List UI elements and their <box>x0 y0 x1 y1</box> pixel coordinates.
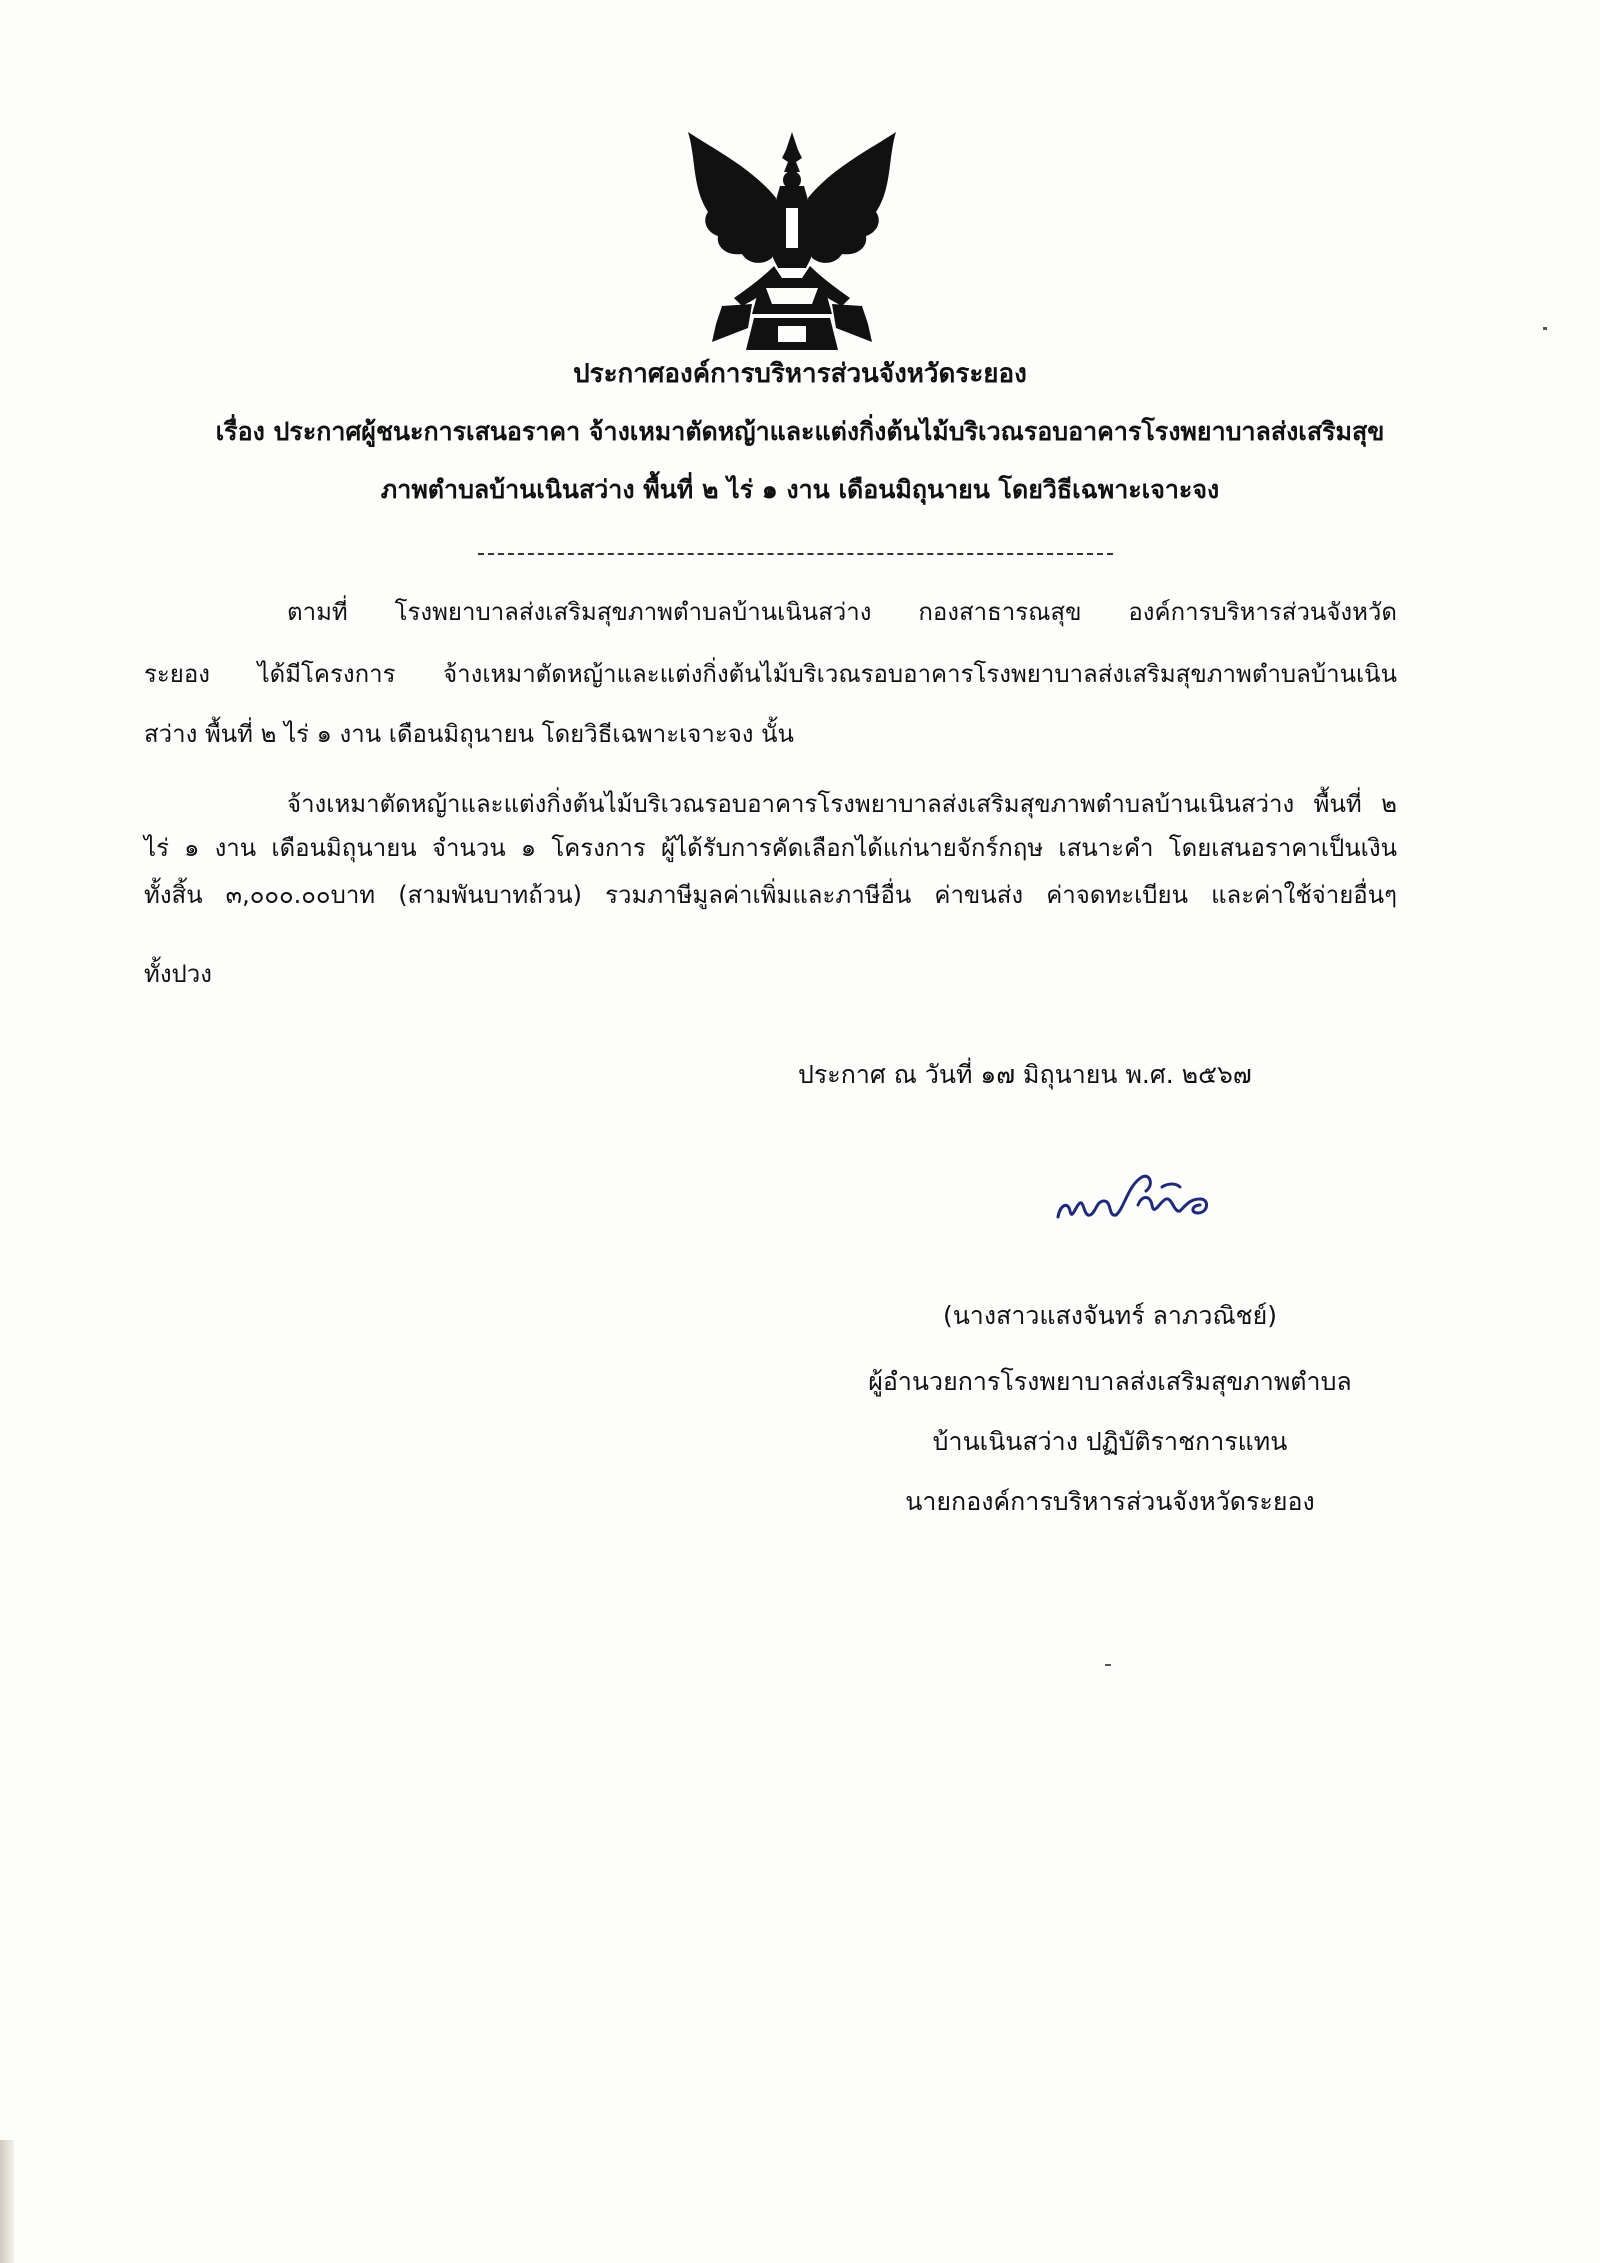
paragraph-2-line-4: ทั้งปวง <box>144 960 212 988</box>
announcement-date: ประกาศ ณ วันที่ ๑๗ มิถุนายน พ.ศ. ๒๕๖๗ <box>798 1060 1252 1089</box>
signer-name: (นางสาวแสงจันทร์ ลาภวณิชย์) <box>942 1301 1278 1330</box>
signature-icon <box>1050 1165 1220 1235</box>
document-title: ประกาศองค์การบริหารส่วนจังหวัดระยอง <box>573 359 1027 389</box>
paragraph-2-line-1: จ้างเหมาตัดหญ้าและแต่งกิ่งต้นไม้บริเวณรอบอาคารโรงพยาบาลส่งเสริมสุขภาพตำบลบ้านเนินสว่าง พื้นที่ ๒ <box>287 790 1397 818</box>
paragraph-1-line-3: สว่าง พื้นที่ ๒ ไร่ ๑ งาน เดือนมิถุนายน โดยวิธีเฉพาะเจาะจง นั้น <box>144 720 794 748</box>
paragraph-1-line-1: ตามที่ โรงพยาบาลส่งเสริมสุขภาพตำบลบ้านเนินสว่าง กองสาธารณสุข องค์การบริหารส่วนจังหวัด <box>287 598 1397 626</box>
garuda-emblem-icon <box>682 128 902 356</box>
paragraph-2-line-3: ทั้งสิ้น ๓,๐๐๐.๐๐บาท (สามพันบาทถ้วน) รวมภาษีมูลค่าเพิ่มและภาษีอื่น ค่าขนส่ง ค่าจดทะเบียน และค่าใช้จ่ายอื่นๆ <box>144 881 1397 909</box>
scan-edge-shadow <box>0 2140 14 2263</box>
subject-line-2: ภาพตำบลบ้านเนินสว่าง พื้นที่ ๒ ไร่ ๑ งาน เดือนมิถุนายน โดยวิธีเฉพาะเจาะจง <box>380 475 1220 504</box>
scan-speck <box>1543 327 1547 330</box>
paragraph-1-line-2: ระยอง ได้มีโครงการ จ้างเหมาตัดหญ้าและแต่งกิ่งต้นไม้บริเวณรอบอาคารโรงพยาบาลส่งเสริมสุขภาพตำบลบ้านเนิน <box>144 660 1397 688</box>
signer-position-line-2: บ้านเนินสว่าง ปฏิบัติราชการแทน <box>932 1427 1288 1456</box>
signer-position-line-3: นายกองค์การบริหารส่วนจังหวัดระยอง <box>905 1487 1315 1516</box>
signer-position-line-1: ผู้อำนวยการโรงพยาบาลส่งเสริมสุขภาพตำบล <box>868 1367 1352 1396</box>
subject-line-1: เรื่อง ประกาศผู้ชนะการเสนอราคา จ้างเหมาตัดหญ้าและแต่งกิ่งต้นไม้บริเวณรอบอาคารโรงพยาบาลส่งเสริมสุข <box>215 417 1385 446</box>
scan-speck <box>1105 1664 1111 1666</box>
paragraph-2-line-2: ไร่ ๑ งาน เดือนมิถุนายน จำนวน ๑ โครงการ ผู้ได้รับการคัดเลือกได้แก่นายจักร์กฤษ เสนาะคำ โดยเสนอราคาเป็นเงิน <box>144 834 1397 862</box>
